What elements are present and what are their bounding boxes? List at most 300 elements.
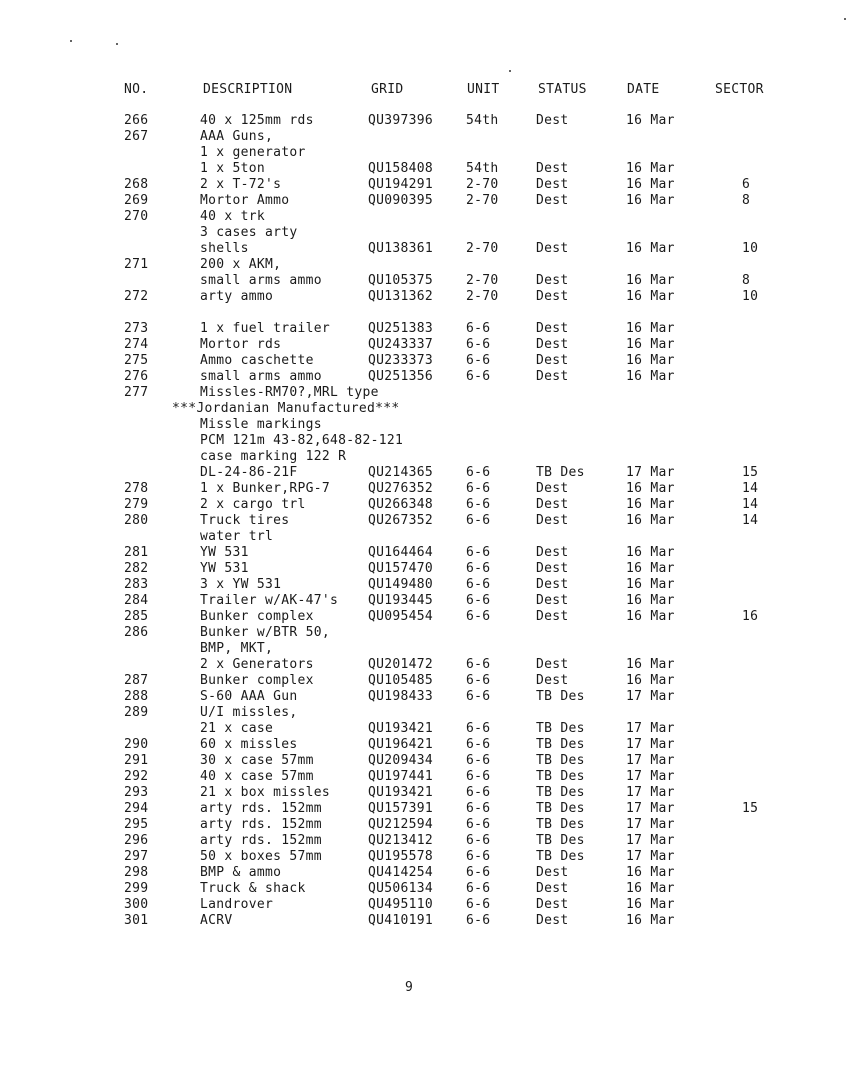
record-description: 3 x YW 531 [200, 577, 282, 592]
record-description: Truck & shack [200, 881, 306, 896]
record-date: 17 Mar [626, 737, 675, 752]
record-description: arty ammo [200, 289, 274, 304]
record-description: Ammo caschette [200, 353, 314, 368]
record-line [0, 689, 850, 705]
record-line [0, 449, 850, 465]
record-description: Missle markings [200, 417, 322, 432]
record-date: 16 Mar [626, 337, 675, 352]
record-status: Dest [536, 241, 569, 256]
record-number: 275 [124, 353, 149, 368]
record-unit: 6-6 [466, 481, 491, 496]
record-description: 1 x generator [200, 145, 306, 160]
record-line [0, 545, 850, 561]
record-date: 16 Mar [626, 865, 675, 880]
record-description: BMP, MKT, [200, 641, 274, 656]
record-status: Dest [536, 897, 569, 912]
header-no: NO. [124, 82, 149, 97]
record-status: TB Des [536, 721, 585, 736]
record-number: 273 [124, 321, 149, 336]
record-number: 289 [124, 705, 149, 720]
record-sector: 10 [742, 241, 759, 256]
record-line [0, 161, 850, 177]
record-date: 17 Mar [626, 753, 675, 768]
record-line [0, 785, 850, 801]
record-grid: QU194291 [368, 177, 434, 192]
record-date: 16 Mar [626, 897, 675, 912]
record-status: Dest [536, 513, 569, 528]
record-line [0, 769, 850, 785]
record-unit: 6-6 [466, 689, 491, 704]
record-description: PCM 121m 43-82,648-82-121 [200, 433, 404, 448]
record-line [0, 273, 850, 289]
record-unit: 6-6 [466, 897, 491, 912]
record-date: 16 Mar [626, 593, 675, 608]
record-date: 16 Mar [626, 353, 675, 368]
record-description: AAA Guns, [200, 129, 274, 144]
record-number: 283 [124, 577, 149, 592]
record-unit: 6-6 [466, 497, 491, 512]
record-grid: QU276352 [368, 481, 434, 496]
record-number: 278 [124, 481, 149, 496]
record-number: 285 [124, 609, 149, 624]
record-description: 1 x 5ton [200, 161, 266, 176]
record-number: 272 [124, 289, 149, 304]
record-description: 60 x missles [200, 737, 298, 752]
record-grid: QU495110 [368, 897, 434, 912]
record-status: Dest [536, 545, 569, 560]
header-grid: GRID [371, 82, 404, 97]
record-unit: 6-6 [466, 673, 491, 688]
record-line [0, 801, 850, 817]
record-unit: 6-6 [466, 657, 491, 672]
record-line [0, 145, 850, 161]
record-grid: QU414254 [368, 865, 434, 880]
record-line [0, 353, 850, 369]
record-unit: 6-6 [466, 721, 491, 736]
record-status: TB Des [536, 801, 585, 816]
record-grid: QU105485 [368, 673, 434, 688]
record-number: 293 [124, 785, 149, 800]
record-date: 17 Mar [626, 849, 675, 864]
record-status: Dest [536, 193, 569, 208]
record-date: 17 Mar [626, 769, 675, 784]
record-description: 30 x case 57mm [200, 753, 314, 768]
record-number: 279 [124, 497, 149, 512]
record-status: TB Des [536, 849, 585, 864]
record-description: 50 x boxes 57mm [200, 849, 322, 864]
record-sector: 14 [742, 513, 759, 528]
record-number: 298 [124, 865, 149, 880]
record-date: 17 Mar [626, 833, 675, 848]
record-description: 2 x cargo trl [200, 497, 306, 512]
record-number: 287 [124, 673, 149, 688]
record-number: 271 [124, 257, 149, 272]
record-grid: QU158408 [368, 161, 434, 176]
record-line [0, 401, 850, 417]
record-line [0, 177, 850, 193]
record-unit: 2-70 [466, 193, 499, 208]
record-status: TB Des [536, 833, 585, 848]
record-sector: 8 [742, 193, 751, 208]
record-description: case marking 122 R [200, 449, 347, 464]
record-description: YW 531 [200, 561, 249, 576]
record-status: Dest [536, 369, 569, 384]
record-date: 16 Mar [626, 481, 675, 496]
record-unit: 6-6 [466, 769, 491, 784]
record-unit: 6-6 [466, 817, 491, 832]
record-date: 17 Mar [626, 465, 675, 480]
record-description: shells [200, 241, 249, 256]
record-unit: 6-6 [466, 353, 491, 368]
record-status: TB Des [536, 465, 585, 480]
record-line [0, 817, 850, 833]
record-description: Trailer w/AK-47's [200, 593, 339, 608]
record-status: Dest [536, 321, 569, 336]
record-line [0, 321, 850, 337]
record-grid: QU164464 [368, 545, 434, 560]
record-date: 16 Mar [626, 881, 675, 896]
record-unit: 6-6 [466, 913, 491, 928]
record-status: TB Des [536, 689, 585, 704]
record-line [0, 721, 850, 737]
record-grid: QU131362 [368, 289, 434, 304]
record-grid: QU397396 [368, 113, 434, 128]
record-status: TB Des [536, 737, 585, 752]
record-grid: QU214365 [368, 465, 434, 480]
record-line [0, 225, 850, 241]
record-number: 274 [124, 337, 149, 352]
record-unit: 6-6 [466, 561, 491, 576]
record-date: 16 Mar [626, 273, 675, 288]
record-line [0, 833, 850, 849]
record-status: TB Des [536, 785, 585, 800]
record-unit: 6-6 [466, 369, 491, 384]
record-description: water trl [200, 529, 274, 544]
record-line [0, 385, 850, 401]
record-unit: 54th [466, 113, 499, 128]
record-number: 292 [124, 769, 149, 784]
record-number: 297 [124, 849, 149, 864]
record-description: BMP & ammo [200, 865, 282, 880]
record-grid: QU193445 [368, 593, 434, 608]
record-sector: 6 [742, 177, 751, 192]
record-unit: 6-6 [466, 737, 491, 752]
record-date: 16 Mar [626, 577, 675, 592]
record-line [0, 241, 850, 257]
record-status: Dest [536, 609, 569, 624]
record-date: 16 Mar [626, 113, 675, 128]
record-line [0, 881, 850, 897]
record-number: 299 [124, 881, 149, 896]
record-description: 21 x box missles [200, 785, 331, 800]
record-description: ***Jordanian Manufactured*** [172, 401, 400, 416]
record-line [0, 369, 850, 385]
record-grid: QU149480 [368, 577, 434, 592]
record-description: 40 x trk [200, 209, 266, 224]
scan-speck [844, 18, 846, 20]
record-date: 16 Mar [626, 913, 675, 928]
record-grid: QU267352 [368, 513, 434, 528]
record-unit: 2-70 [466, 177, 499, 192]
record-line [0, 561, 850, 577]
record-grid: QU506134 [368, 881, 434, 896]
record-date: 16 Mar [626, 177, 675, 192]
record-unit: 54th [466, 161, 499, 176]
record-line [0, 897, 850, 913]
record-description: Bunker complex [200, 673, 314, 688]
record-line [0, 257, 850, 273]
record-number: 268 [124, 177, 149, 192]
record-sector: 8 [742, 273, 751, 288]
record-status: Dest [536, 577, 569, 592]
record-description: ACRV [200, 913, 233, 928]
record-number: 294 [124, 801, 149, 816]
record-number: 295 [124, 817, 149, 832]
header-sector: SECTOR [715, 82, 764, 97]
record-description: 1 x fuel trailer [200, 321, 331, 336]
record-number: 277 [124, 385, 149, 400]
record-status: Dest [536, 481, 569, 496]
record-date: 17 Mar [626, 817, 675, 832]
record-grid: QU233373 [368, 353, 434, 368]
record-sector: 15 [742, 465, 759, 480]
record-date: 16 Mar [626, 369, 675, 384]
record-date: 16 Mar [626, 321, 675, 336]
record-line [0, 465, 850, 481]
record-line [0, 609, 850, 625]
record-line [0, 193, 850, 209]
record-description: 2 x Generators [200, 657, 314, 672]
record-description: Truck tires [200, 513, 290, 528]
scan-speck [116, 43, 118, 45]
record-sector: 14 [742, 481, 759, 496]
record-date: 16 Mar [626, 561, 675, 576]
record-description: 1 x Bunker,RPG-7 [200, 481, 331, 496]
record-line [0, 625, 850, 641]
record-date: 16 Mar [626, 545, 675, 560]
record-grid: QU212594 [368, 817, 434, 832]
record-line [0, 289, 850, 305]
record-status: Dest [536, 865, 569, 880]
record-grid: QU090395 [368, 193, 434, 208]
record-grid: QU157470 [368, 561, 434, 576]
record-unit: 6-6 [466, 881, 491, 896]
record-number: 276 [124, 369, 149, 384]
record-date: 16 Mar [626, 241, 675, 256]
record-description: arty rds. 152mm [200, 817, 322, 832]
header-date: DATE [627, 82, 660, 97]
record-date: 17 Mar [626, 801, 675, 816]
record-unit: 6-6 [466, 833, 491, 848]
record-grid: QU209434 [368, 753, 434, 768]
record-number: 296 [124, 833, 149, 848]
record-status: Dest [536, 881, 569, 896]
record-line [0, 481, 850, 497]
record-grid: QU138361 [368, 241, 434, 256]
record-unit: 6-6 [466, 337, 491, 352]
record-grid: QU193421 [368, 721, 434, 736]
record-status: Dest [536, 177, 569, 192]
record-description: Bunker complex [200, 609, 314, 624]
record-number: 301 [124, 913, 149, 928]
record-line [0, 865, 850, 881]
record-grid: QU196421 [368, 737, 434, 752]
record-date: 16 Mar [626, 161, 675, 176]
header-unit: UNIT [467, 82, 500, 97]
record-grid: QU201472 [368, 657, 434, 672]
record-grid: QU095454 [368, 609, 434, 624]
record-number: 267 [124, 129, 149, 144]
record-status: Dest [536, 673, 569, 688]
record-unit: 2-70 [466, 241, 499, 256]
record-grid: QU266348 [368, 497, 434, 512]
record-sector: 15 [742, 801, 759, 816]
record-number: 286 [124, 625, 149, 640]
record-description: Mortor rds [200, 337, 282, 352]
record-sector: 16 [742, 609, 759, 624]
record-line [0, 129, 850, 145]
record-grid: QU251383 [368, 321, 434, 336]
record-unit: 6-6 [466, 465, 491, 480]
record-description: 40 x case 57mm [200, 769, 314, 784]
record-line [0, 577, 850, 593]
record-line [0, 641, 850, 657]
record-date: 17 Mar [626, 721, 675, 736]
record-unit: 6-6 [466, 513, 491, 528]
record-status: Dest [536, 113, 569, 128]
record-description: Missles-RM70?,MRL type [200, 385, 379, 400]
record-unit: 6-6 [466, 321, 491, 336]
record-number: 270 [124, 209, 149, 224]
record-unit: 6-6 [466, 849, 491, 864]
record-grid: QU410191 [368, 913, 434, 928]
scan-speck [70, 40, 72, 42]
record-description: 3 cases arty [200, 225, 298, 240]
record-number: 284 [124, 593, 149, 608]
record-grid: QU197441 [368, 769, 434, 784]
record-description: Mortor Ammo [200, 193, 290, 208]
record-description: 40 x 125mm rds [200, 113, 314, 128]
record-unit: 6-6 [466, 785, 491, 800]
record-line [0, 705, 850, 721]
record-status: Dest [536, 161, 569, 176]
record-grid: QU193421 [368, 785, 434, 800]
record-date: 16 Mar [626, 289, 675, 304]
record-unit: 6-6 [466, 577, 491, 592]
record-grid: QU195578 [368, 849, 434, 864]
record-status: Dest [536, 273, 569, 288]
record-status: Dest [536, 593, 569, 608]
record-date: 16 Mar [626, 609, 675, 624]
record-unit: 2-70 [466, 273, 499, 288]
record-line [0, 417, 850, 433]
record-line [0, 753, 850, 769]
record-line [0, 337, 850, 353]
record-grid: QU243337 [368, 337, 434, 352]
record-date: 16 Mar [626, 657, 675, 672]
record-number: 300 [124, 897, 149, 912]
record-description: arty rds. 152mm [200, 801, 322, 816]
record-description: Bunker w/BTR 50, [200, 625, 331, 640]
record-line [0, 737, 850, 753]
record-date: 16 Mar [626, 513, 675, 528]
record-number: 291 [124, 753, 149, 768]
record-status: Dest [536, 289, 569, 304]
record-status: Dest [536, 353, 569, 368]
record-number: 280 [124, 513, 149, 528]
record-line [0, 513, 850, 529]
record-status: Dest [536, 337, 569, 352]
record-grid: QU105375 [368, 273, 434, 288]
record-status: Dest [536, 561, 569, 576]
record-status: TB Des [536, 769, 585, 784]
record-line [0, 529, 850, 545]
scan-speck [509, 70, 511, 72]
record-description: arty rds. 152mm [200, 833, 322, 848]
record-description: 200 x AKM, [200, 257, 282, 272]
page-number: 9 [405, 980, 413, 995]
header-description: DESCRIPTION [203, 82, 293, 97]
record-number: 282 [124, 561, 149, 576]
record-number: 281 [124, 545, 149, 560]
record-number: 266 [124, 113, 149, 128]
record-description: 2 x T-72's [200, 177, 282, 192]
record-grid: QU198433 [368, 689, 434, 704]
record-line [0, 849, 850, 865]
record-sector: 10 [742, 289, 759, 304]
record-unit: 6-6 [466, 609, 491, 624]
record-description: small arms ammo [200, 273, 322, 288]
record-description: 21 x case [200, 721, 274, 736]
record-line [0, 113, 850, 129]
record-unit: 2-70 [466, 289, 499, 304]
record-date: 17 Mar [626, 689, 675, 704]
record-unit: 6-6 [466, 593, 491, 608]
record-status: TB Des [536, 753, 585, 768]
record-line [0, 209, 850, 225]
record-number: 269 [124, 193, 149, 208]
record-grid: QU157391 [368, 801, 434, 816]
record-grid: QU251356 [368, 369, 434, 384]
record-date: 17 Mar [626, 785, 675, 800]
record-line [0, 657, 850, 673]
record-description: Landrover [200, 897, 274, 912]
record-status: Dest [536, 657, 569, 672]
record-unit: 6-6 [466, 753, 491, 768]
record-date: 16 Mar [626, 193, 675, 208]
record-unit: 6-6 [466, 545, 491, 560]
record-number: 288 [124, 689, 149, 704]
record-line [0, 913, 850, 929]
record-description: YW 531 [200, 545, 249, 560]
record-date: 16 Mar [626, 497, 675, 512]
record-status: TB Des [536, 817, 585, 832]
record-status: Dest [536, 497, 569, 512]
record-description: S-60 AAA Gun [200, 689, 298, 704]
record-number: 290 [124, 737, 149, 752]
record-grid: QU213412 [368, 833, 434, 848]
record-line [0, 673, 850, 689]
record-description: DL-24-86-21F [200, 465, 298, 480]
record-date: 16 Mar [626, 673, 675, 688]
record-unit: 6-6 [466, 801, 491, 816]
record-sector: 14 [742, 497, 759, 512]
record-line [0, 433, 850, 449]
record-description: U/I missles, [200, 705, 298, 720]
record-description: small arms ammo [200, 369, 322, 384]
record-unit: 6-6 [466, 865, 491, 880]
record-line [0, 497, 850, 513]
